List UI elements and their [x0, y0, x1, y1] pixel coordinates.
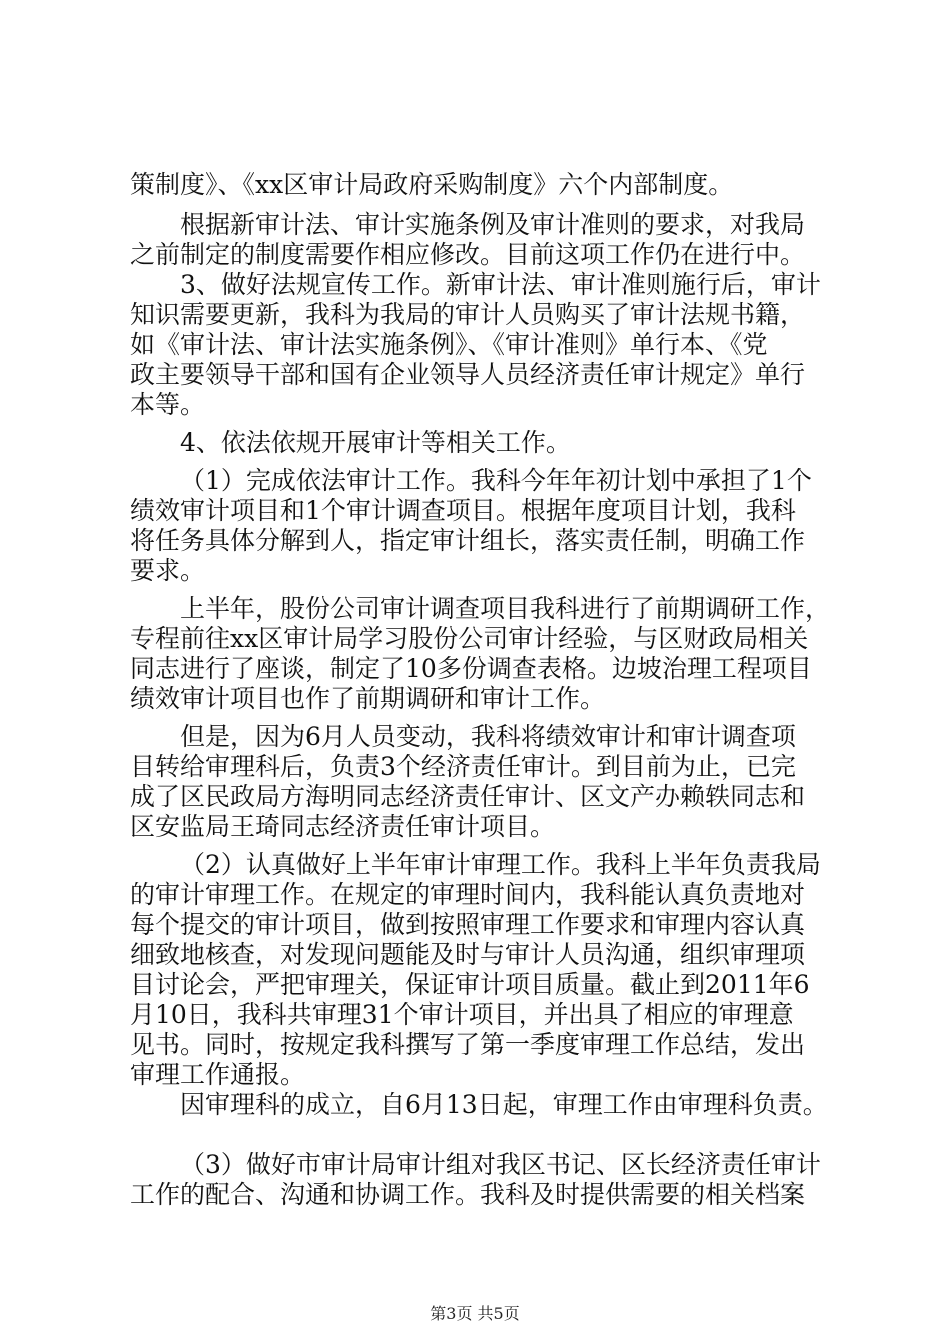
- text-line: 月10日，我科共审理31个审计项目，并出具了相应的审理意: [130, 1000, 794, 1029]
- text-line: （2）认真做好上半年审计审理工作。我科上半年负责我局: [180, 850, 821, 879]
- text-line: 同志进行了座谈，制定了10多份调查表格。边坡治理工程项目: [130, 654, 812, 683]
- text-line: 本等。: [130, 390, 206, 419]
- text-line: 细致地核查，对发现问题能及时与审计人员沟通，组织审理项: [130, 940, 806, 969]
- text-line: 之前制定的制度需要作相应修改。目前这项工作仍在进行中。: [130, 240, 806, 269]
- text-line: 每个提交的审计项目，做到按照审理工作要求和审理内容认真: [130, 910, 806, 939]
- text-line: （3）做好市审计局审计组对我区书记、区长经济责任审计: [180, 1150, 821, 1179]
- text-line: 将任务具体分解到人，指定审计组长，落实责任制，明确工作: [130, 526, 806, 555]
- page-footer: 第3页 共5页: [430, 1304, 520, 1323]
- text-line: 要求。: [130, 556, 206, 585]
- text-line: 绩效审计项目和1个审计调查项目。根据年度项目计划，我科: [130, 496, 796, 525]
- text-line: 知识需要更新，我科为我局的审计人员购买了审计法规书籍，: [130, 300, 806, 329]
- text-line: 上半年，股份公司审计调查项目我科进行了前期调研工作，: [180, 594, 831, 623]
- text-line: 工作的配合、沟通和协调工作。我科及时提供需要的相关档案: [130, 1180, 806, 1209]
- text-line: 因审理科的成立，自6月13日起，审理工作由审理科负责。: [180, 1090, 828, 1119]
- text-line: 但是，因为6月人员变动，我科将绩效审计和审计调查项: [180, 722, 796, 751]
- text-line: 政主要领导干部和国有企业领导人员经济责任审计规定》单行: [130, 360, 806, 389]
- text-line: 绩效审计项目也作了前期调研和审计工作。: [130, 684, 606, 713]
- text-line: 4、依法依规开展审计等相关工作。: [180, 428, 571, 457]
- text-line: 目转给审理科后，负责3个经济责任审计。到目前为止，已完: [130, 752, 796, 781]
- text-line: 目讨论会，严把审理关，保证审计项目质量。截止到2011年6: [130, 970, 810, 999]
- text-line: 区安监局王琦同志经济责任审计项目。: [130, 812, 556, 841]
- text-line: 3、做好法规宣传工作。新审计法、审计准则施行后，审计: [180, 270, 821, 299]
- text-line: 的审计审理工作。在规定的审理时间内，我科能认真负责地对: [130, 880, 806, 909]
- text-line: 根据新审计法、审计实施条例及审计准则的要求，对我局: [180, 210, 806, 239]
- text-line: 专程前往xx区审计局学习股份公司审计经验，与区财政局相关: [130, 624, 809, 653]
- text-line: 见书。同时，按规定我科撰写了第一季度审理工作总结，发出: [130, 1030, 806, 1059]
- text-line: 如《审计法、审计法实施条例》、《审计准则》单行本、《党: [130, 330, 768, 359]
- text-line: （1）完成依法审计工作。我科今年年初计划中承担了1个: [180, 466, 812, 495]
- text-line: 策制度》、《xx区审计局政府采购制度》六个内部制度。: [130, 170, 734, 199]
- text-line: 审理工作通报。: [130, 1060, 306, 1089]
- text-line: 成了区民政局方海明同志经济责任审计、区文产办赖轶同志和: [130, 782, 806, 811]
